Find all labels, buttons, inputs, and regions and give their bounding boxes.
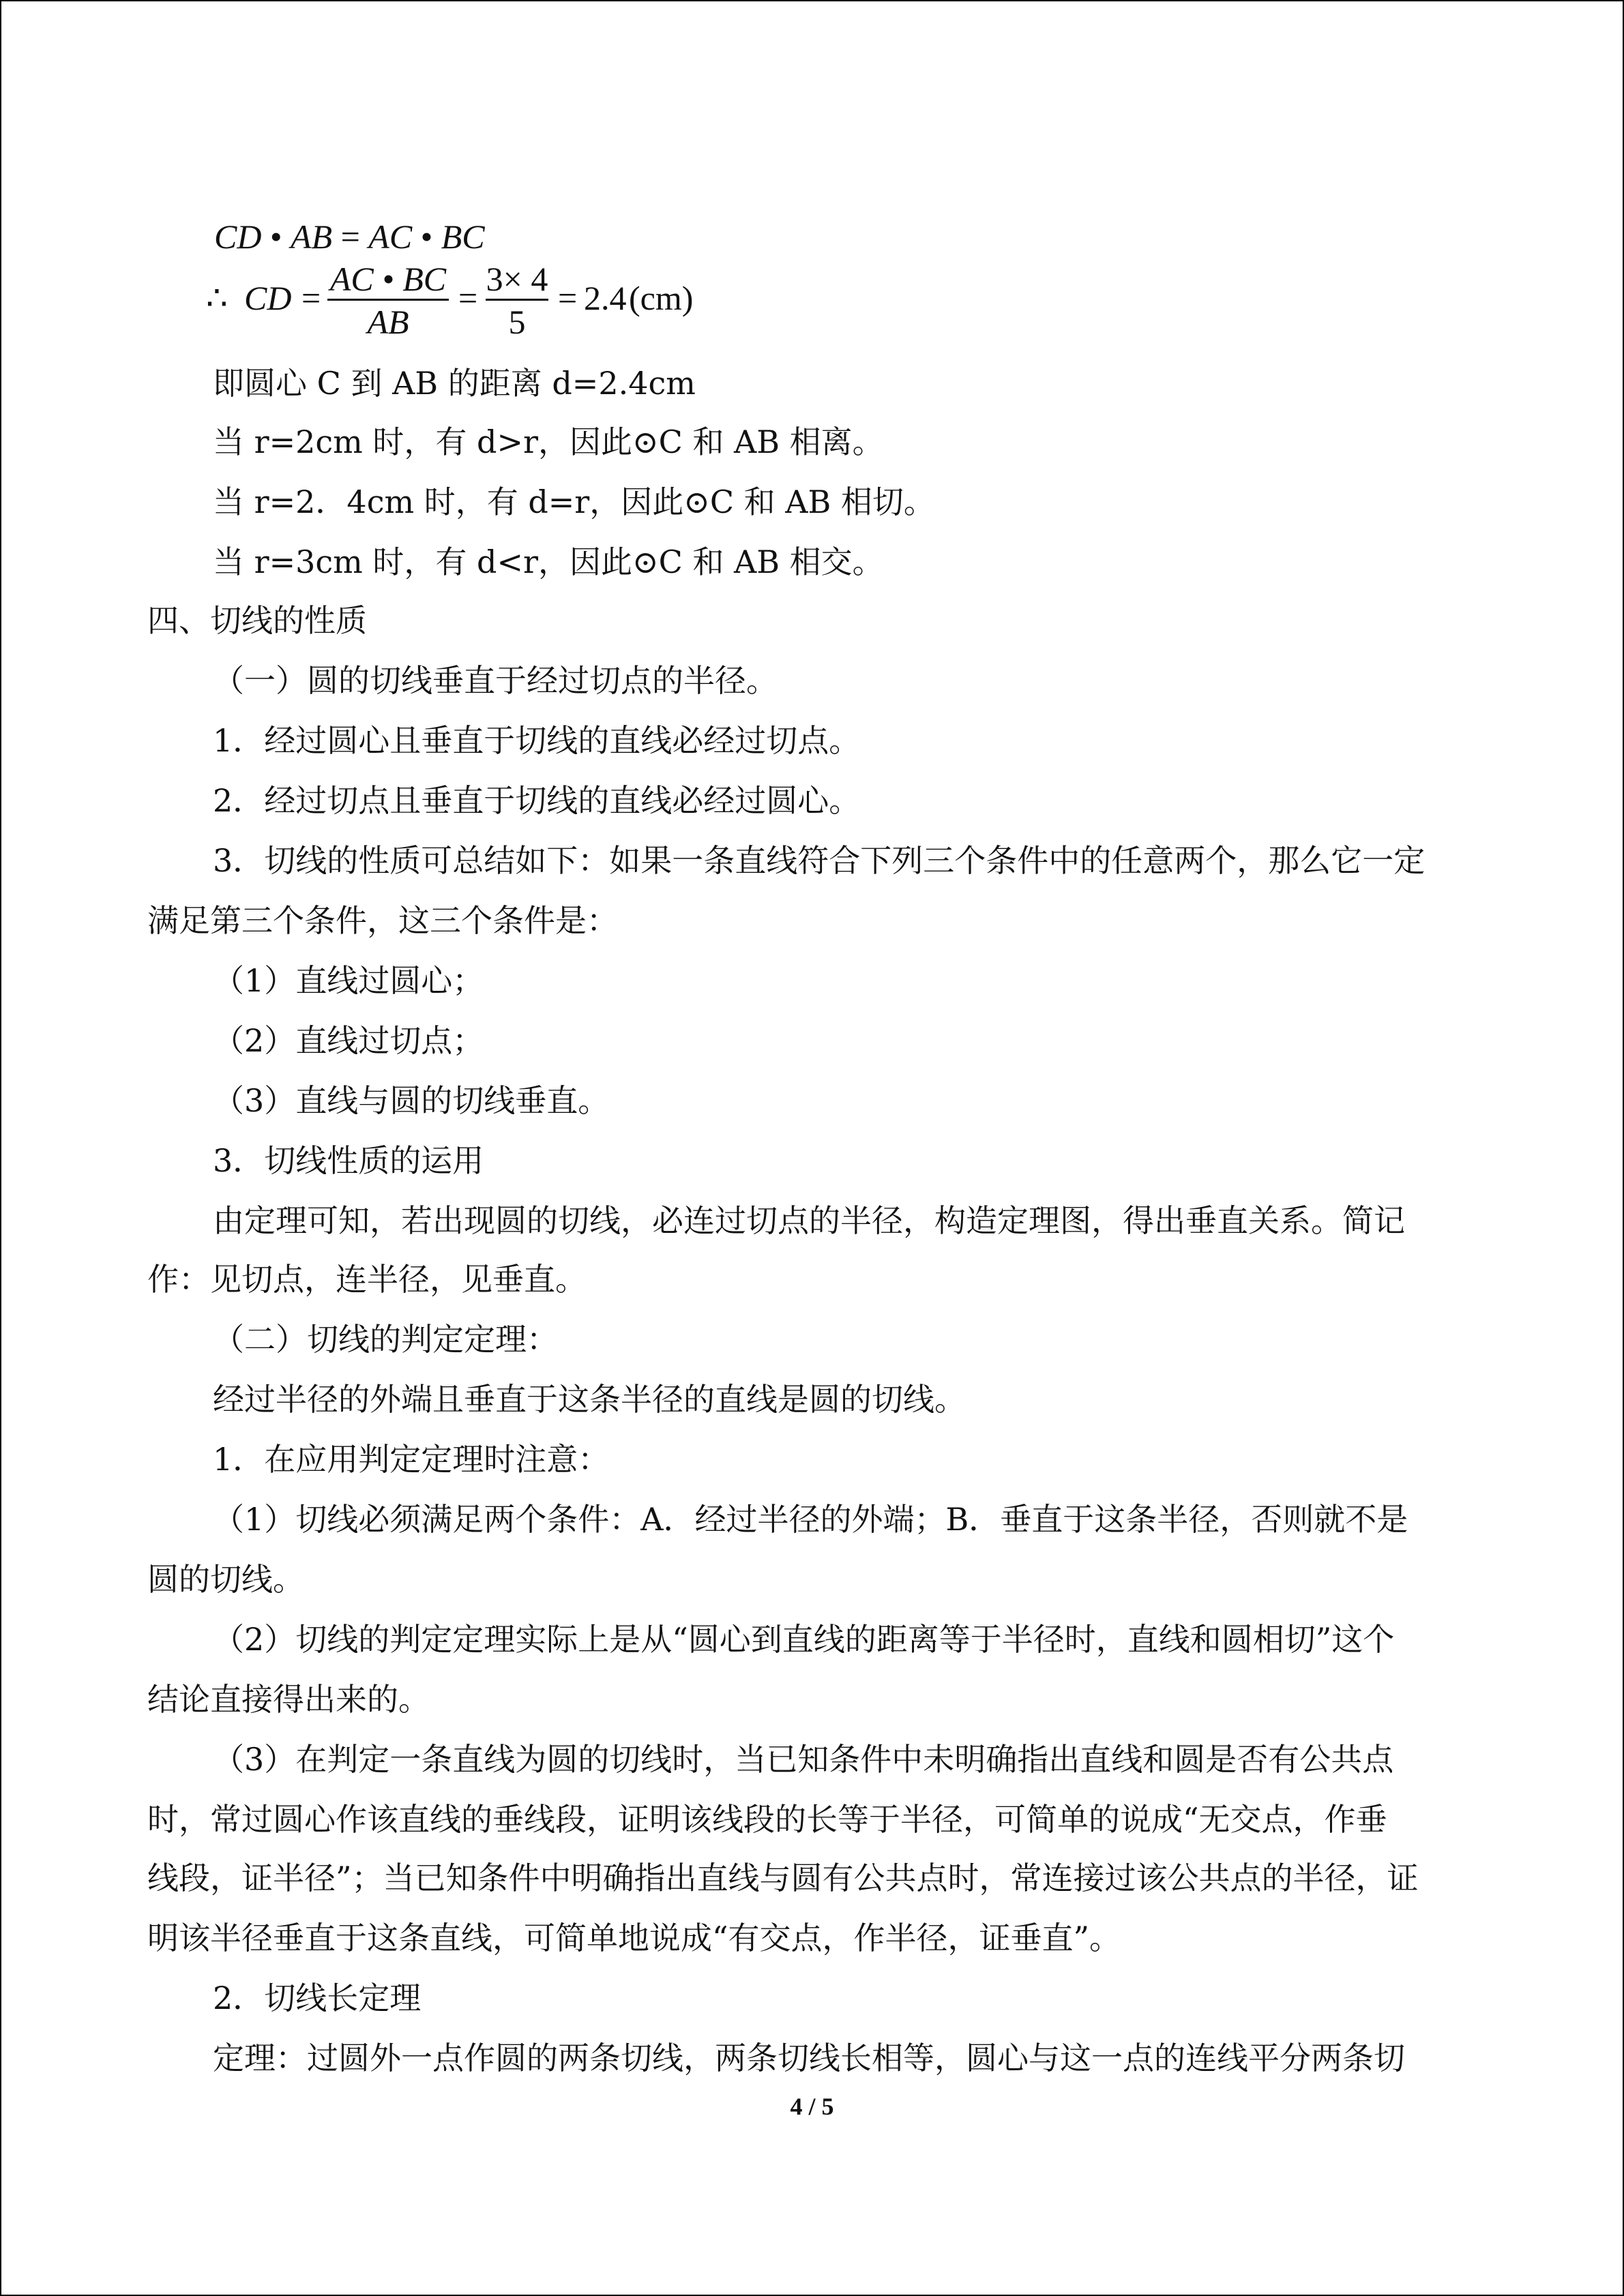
- text-paragraph: （3）在判定一条直线为圆的切线时，当已知条件中未明确指出直线和圆是否有公共点: [213, 1741, 1394, 1778]
- text-paragraph-cont: 明该半径垂直于这条直线，可简单地说成“有交点，作半径，证垂直”。: [147, 1920, 1121, 1956]
- text-paragraph-cont: 线段，证半径”；当已知条件中明确指出直线与圆有公共点时，常连接过该公共点的半径，证: [147, 1860, 1419, 1896]
- text-distance: 即圆心 C 到 AB 的距离 d=2.4cm: [213, 365, 696, 402]
- subheading-theorem: （二）切线的判定定理：: [213, 1321, 558, 1358]
- text-paragraph-cont: 时，常过圆心作该直线的垂线段，证明该线段的长等于半径，可简单的说成“无交点，作垂: [147, 1801, 1387, 1838]
- text-case-intersect: 当 r=3cm 时，有 d<r，因此⊙C 和 AB 相交。: [213, 543, 884, 580]
- formula-product: CD • AB = AC • BC: [214, 218, 485, 256]
- text-item: 1．经过圆心且垂直于切线的直线必经过切点。: [213, 722, 861, 759]
- text-case-tangent: 当 r=2．4cm 时，有 d=r，因此⊙C 和 AB 相切。: [213, 483, 935, 520]
- text-theorem: 定理：过圆外一点作圆的两条切线，两条切线长相等，圆心与这一点的连线平分两条切: [213, 2040, 1405, 2076]
- text-paragraph-cont: 作：见切点，连半径，见垂直。: [147, 1261, 587, 1298]
- therefore-symbol: ∴: [206, 279, 228, 317]
- subheading-usage: 3．切线性质的运用: [213, 1142, 484, 1179]
- section-heading: 四、切线的性质: [147, 602, 367, 639]
- var-bc: BC: [441, 218, 485, 256]
- text-paragraph: 由定理可知，若出现圆的切线，必连过切点的半径，构造定理图，得出垂直关系。简记: [213, 1202, 1405, 1239]
- text-paragraph-cont: 满足第三个条件，这三个条件是：: [147, 902, 618, 939]
- list-item: （1）直线过圆心；: [213, 962, 484, 999]
- text-theorem: 经过半径的外端且垂直于这条半径的直线是圆的切线。: [213, 1381, 966, 1418]
- fraction-ac-bc-over-ab: AC • BC AB: [327, 259, 449, 343]
- text-item: 2．经过切点且垂直于切线的直线必经过圆心。: [213, 782, 861, 819]
- formula-unit: (cm): [629, 279, 694, 317]
- text-item: 1．在应用判定定理时注意：: [213, 1441, 610, 1478]
- subheading-property: （一）圆的切线垂直于经过切点的半径。: [213, 662, 778, 699]
- var-ac: AC: [368, 218, 413, 256]
- text-paragraph-cont: 圆的切线。: [147, 1561, 304, 1598]
- list-item: （3）直线与圆的切线垂直。: [213, 1082, 610, 1119]
- list-item: （2）直线过切点；: [213, 1022, 484, 1059]
- page-number: 4 / 5: [790, 2093, 834, 2120]
- subheading-tangent-length: 2．切线长定理: [213, 1980, 422, 2016]
- text-paragraph: （1）切线必须满足两个条件：A．经过半径的外端；B．垂直于这条半径，否则就不是: [213, 1501, 1408, 1538]
- formula-result: 2.4: [584, 279, 627, 317]
- var-cd: CD: [214, 218, 262, 256]
- fraction-3x4-over-5: 3× 4 5: [486, 260, 548, 341]
- text-paragraph: （2）切线的判定定理实际上是从“圆心到直线的距离等于半径时，直线和圆相切”这个: [213, 1621, 1395, 1658]
- text-paragraph-cont: 结论直接得出来的。: [147, 1681, 430, 1718]
- formula-lhs: CD: [244, 279, 292, 317]
- text-case-separate: 当 r=2cm 时，有 d>r，因此⊙C 和 AB 相离。: [213, 423, 884, 460]
- text-paragraph: 3．切线的性质可总结如下：如果一条直线符合下列三个条件中的任意两个，那么它一定: [213, 842, 1426, 879]
- var-ab: AB: [290, 218, 333, 256]
